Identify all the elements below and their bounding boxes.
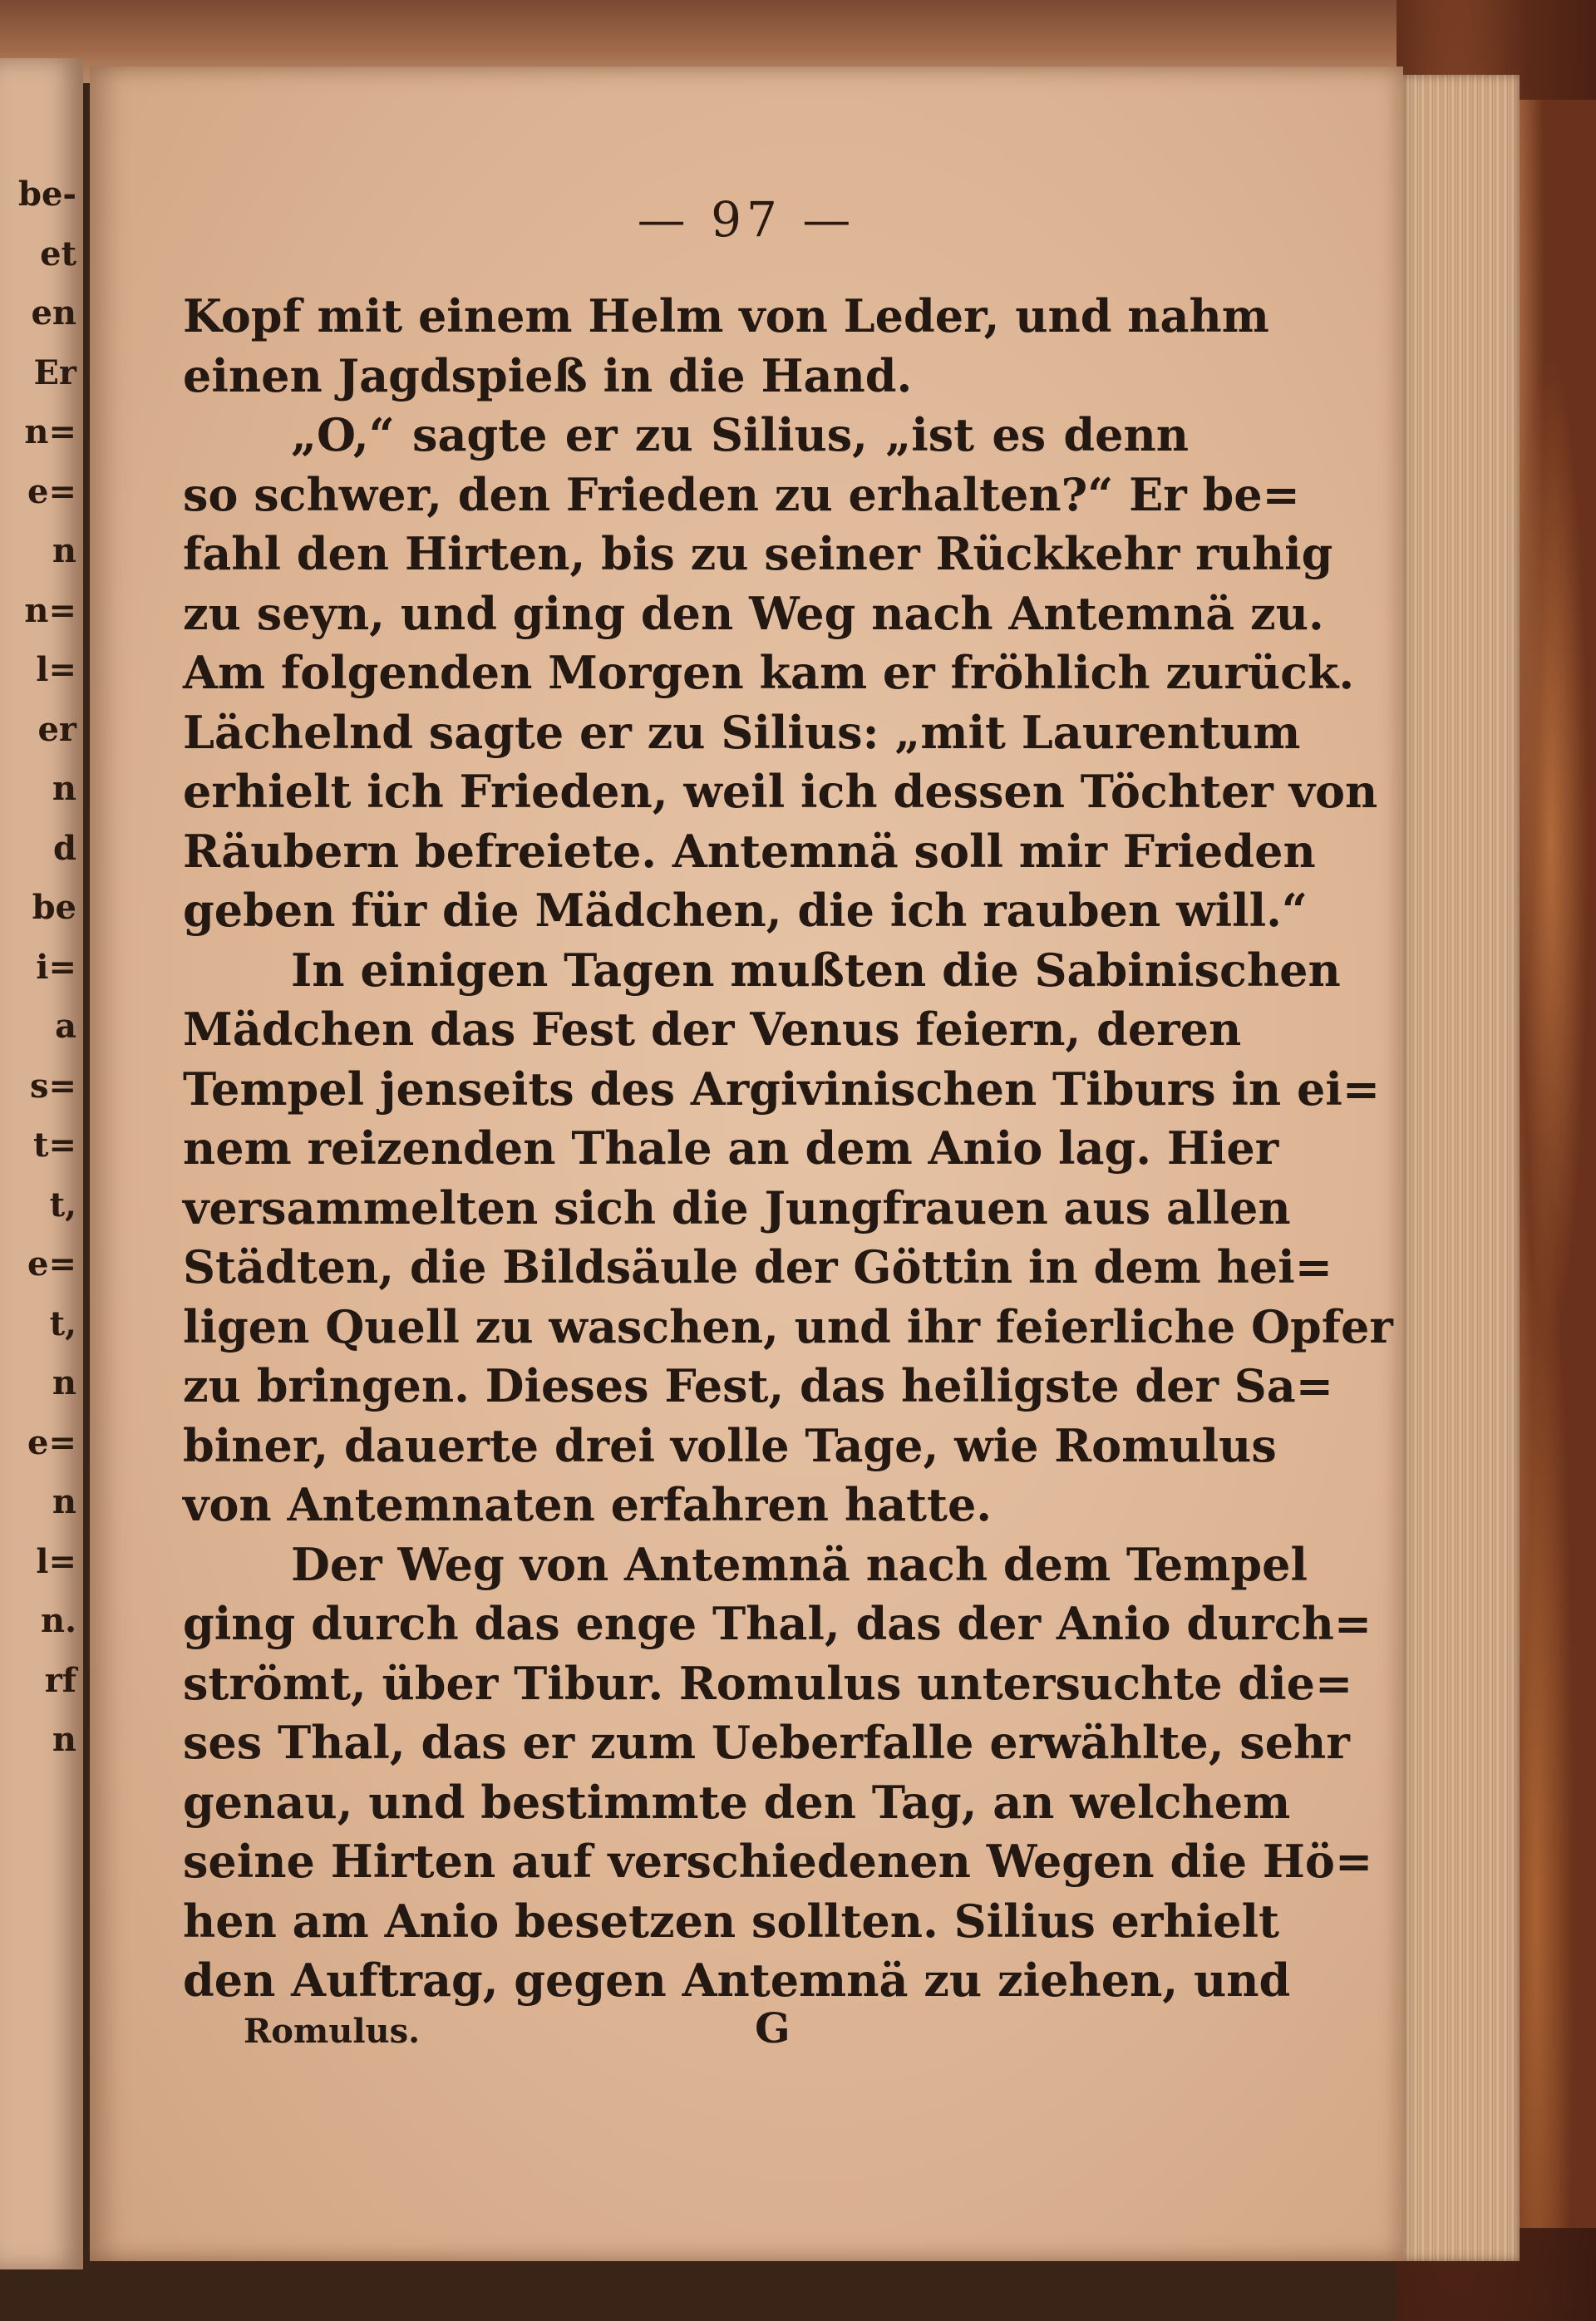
text-line: biner, dauerte drei volle Tage, wie Romulus <box>183 1418 1277 1472</box>
text-line: zu bringen. Dieses Fest, das heiligste der Sa= <box>183 1359 1333 1412</box>
text-line: zu seyn, und ging den Weg nach Antemnä zu. <box>183 586 1324 640</box>
text-line: Lächelnd sagte er zu Silius: „mit Laurentum <box>183 705 1301 759</box>
page-number: — 97 — <box>637 191 856 248</box>
left-margin-fragment: en <box>31 293 76 333</box>
left-margin-fragment: be <box>32 888 76 927</box>
left-margin-fragment: e= <box>27 471 76 511</box>
left-margin-fragment: n= <box>24 412 76 451</box>
text-line: so schwer, den Frieden zu erhalten?“ Er be= <box>183 467 1300 521</box>
left-margin-fragment: rf <box>44 1660 76 1700</box>
left-margin-fragment: t, <box>49 1185 76 1225</box>
text-line: strömt, über Tibur. Romulus untersuchte die= <box>183 1656 1353 1710</box>
left-margin-fragment: be- <box>17 175 76 214</box>
left-margin-fragment: t= <box>33 1126 76 1165</box>
text-line: einen Jagdspieß in die Hand. <box>183 348 913 402</box>
gathering-signature: G <box>755 2003 791 2052</box>
left-margin-fragment: a <box>55 1007 76 1046</box>
left-page <box>0 58 83 2269</box>
text-line: versammelten sich die Jungfrauen aus allen <box>183 1180 1291 1234</box>
left-margin-fragment: s= <box>29 1066 76 1106</box>
text-line: hen am Anio besetzen sollten. Silius erhielt <box>183 1894 1279 1948</box>
left-margin-fragment: er <box>37 709 76 749</box>
left-page-margin <box>0 58 80 2269</box>
left-margin-fragment: l= <box>36 650 76 689</box>
left-margin-fragment: et <box>40 234 76 273</box>
text-line: Tempel jenseits des Argivinischen Tiburs in ei= <box>183 1062 1381 1116</box>
body-text <box>183 287 1393 2011</box>
text-line: seine Hirten auf verschiedenen Wegen die Hö= <box>183 1835 1373 1888</box>
text-line: Städten, die Bildsäule der Göttin in dem hei= <box>183 1240 1332 1294</box>
left-margin-fragment: d <box>53 828 76 868</box>
left-margin-fragment: n <box>52 531 76 570</box>
text-line: Am folgenden Morgen kam er fröhlich zurück. <box>183 646 1355 699</box>
text-line: von Antemnaten erfahren hatte. <box>183 1478 993 1531</box>
page-edges <box>1403 75 1520 2261</box>
left-margin-fragment: n <box>52 1363 76 1402</box>
text-line: ligen Quell zu waschen, und ihr feierliche Opfer <box>183 1299 1393 1353</box>
text-line: den Auftrag, gegen Antemnä zu ziehen, und <box>183 1954 1291 2007</box>
left-margin-fragment: Er <box>33 352 76 392</box>
text-line: ging durch das enge Thal, das der Anio durch= <box>183 1597 1372 1650</box>
left-margin-fragment: n <box>52 1720 76 1759</box>
right-page <box>90 67 1403 2261</box>
text-line: nem reizenden Thale an dem Anio lag. Hier <box>183 1121 1279 1175</box>
text-line: genau, und bestimmte den Tag, an welchem <box>183 1775 1291 1829</box>
text-line: Räubern befreiete. Antemnä soll mir Frieden <box>183 824 1316 878</box>
text-line: ses Thal, das er zum Ueberfalle erwählte, sehr <box>183 1716 1350 1769</box>
text-line: In einigen Tagen mußten die Sabinischen <box>291 943 1341 997</box>
text-line: Der Weg von Antemnä nach dem Tempel <box>291 1537 1308 1591</box>
left-margin-fragment: t, <box>49 1303 76 1343</box>
left-margin-fragment: e= <box>27 1422 76 1462</box>
signature-mark: Romulus. <box>244 2012 421 2051</box>
text-line: „O,“ sagte er zu Silius, „ist es denn <box>291 408 1189 461</box>
text-line: erhielt ich Frieden, weil ich dessen Töchter von <box>183 765 1378 818</box>
left-margin-fragment: l= <box>36 1541 76 1581</box>
left-margin-fragment: n <box>52 1482 76 1521</box>
left-margin-fragment: n. <box>40 1601 76 1640</box>
text-line: Kopf mit einem Helm von Leder, und nahm <box>183 289 1269 342</box>
left-margin-fragment: e= <box>27 1244 76 1284</box>
text-line: geben für die Mädchen, die ich rauben will.“ <box>183 884 1308 937</box>
left-margin-fragment: n= <box>24 590 76 630</box>
text-line: Mädchen das Fest der Venus feiern, deren <box>183 1003 1242 1056</box>
text-line: fahl den Hirten, bis zu seiner Rückkehr ruhig <box>183 527 1333 580</box>
left-margin-fragment: i= <box>36 947 76 987</box>
left-margin-fragment: n <box>52 769 76 808</box>
